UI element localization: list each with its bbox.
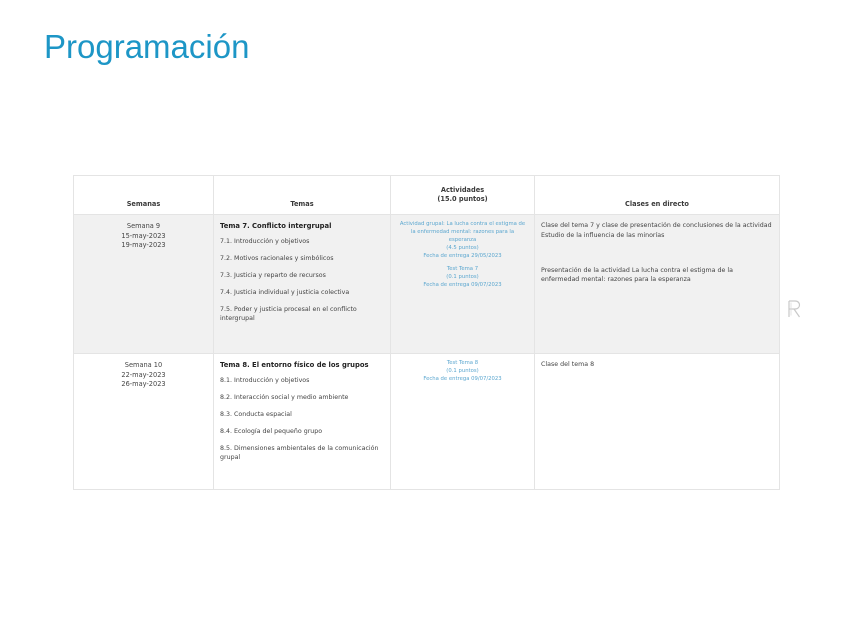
table-row (74, 354, 780, 490)
topic-item: 8.5. Dimensiones ambientales de la comunicación grupal (220, 445, 379, 462)
topic-item: 8.3. Conducta espacial (220, 411, 292, 419)
activity-points: (0.1 puntos) (446, 367, 479, 374)
topic-item: 7.2. Motivos racionales y simbólicos (220, 254, 334, 262)
header-weeks: Semanas (74, 176, 214, 215)
table-header-row (74, 176, 780, 215)
topic-cell (214, 215, 391, 354)
r-logo-icon (786, 299, 802, 319)
week-end-date: 19-may-2023 (121, 241, 166, 250)
topic-item: 7.1. Introducción y objetivos (220, 237, 310, 245)
activity-due-date: Fecha de entrega 09/07/2023 (423, 375, 502, 382)
live-class-item: Clase del tema 8 (541, 361, 595, 368)
topic-item: 7.5. Poder y justicia procesal en el conflicto intergrupal (220, 306, 357, 323)
header-live-classes: Clases en directo (535, 176, 780, 215)
live-class-item: Presentación de la actividad La lucha contra el estigma de la enfermedad mental: razones para la esperanza (541, 266, 734, 284)
activity-link[interactable]: Test Tema 7 (446, 265, 479, 272)
activity-points: (4.5 puntos) (446, 244, 479, 251)
live-classes-cell (535, 354, 780, 490)
week-start-date: 22-may-2023 (121, 370, 166, 379)
week-start-date: 15-may-2023 (121, 231, 166, 240)
topic-title: Tema 8. El entorno físico de los grupos (220, 361, 369, 369)
week-cell (74, 215, 214, 354)
live-class-item: Clase del tema 7 y clase de presentación de conclusiones de la actividad Estudio de la influencia de las minorías (541, 222, 772, 239)
activity-points: (0.1 puntos) (446, 273, 479, 280)
topic-title: Tema 7. Conflicto intergrupal (220, 222, 332, 230)
activity-group-assignment[interactable] (397, 221, 528, 261)
topic-cell (214, 354, 391, 490)
activities-cell (391, 354, 535, 490)
table-row (74, 215, 780, 354)
topic-item: 8.1. Introducción y objetivos (220, 376, 310, 384)
activity-due-date: Fecha de entrega 29/05/2023 (423, 252, 502, 259)
activity-link[interactable]: Actividad grupal: La lucha contra el estigma de la enfermedad mental: razones para la esperanza (399, 221, 526, 243)
activity-test[interactable] (397, 266, 528, 290)
activity-due-date: Fecha de entrega 09/07/2023 (423, 281, 502, 288)
header-activities-label: Actividades (440, 186, 485, 195)
page-title: Programación (44, 28, 250, 65)
week-label: Semana 10 (124, 361, 163, 369)
header-topics: Temas (214, 176, 391, 215)
topic-item: 7.4. Justicia individual y justicia colectiva (220, 289, 350, 297)
header-activities (391, 176, 535, 215)
week-end-date: 26-may-2023 (121, 380, 166, 389)
activity-link[interactable]: Test Tema 8 (446, 360, 479, 366)
activities-cell (391, 215, 535, 354)
topic-item: 8.2. Interacción social y medio ambiente (220, 393, 349, 401)
live-classes-cell (535, 215, 780, 354)
header-activities-points: (15.0 puntos) (437, 195, 488, 203)
schedule-table (73, 175, 780, 490)
topic-item: 8.4. Ecología del pequeño grupo (220, 428, 323, 436)
activity-test[interactable] (397, 360, 528, 384)
topic-item: 7.3. Justicia y reparto de recursos (220, 272, 326, 280)
week-cell (74, 354, 214, 490)
r-logo-icon-graphic (786, 299, 802, 319)
week-label: Semana 9 (126, 222, 161, 230)
